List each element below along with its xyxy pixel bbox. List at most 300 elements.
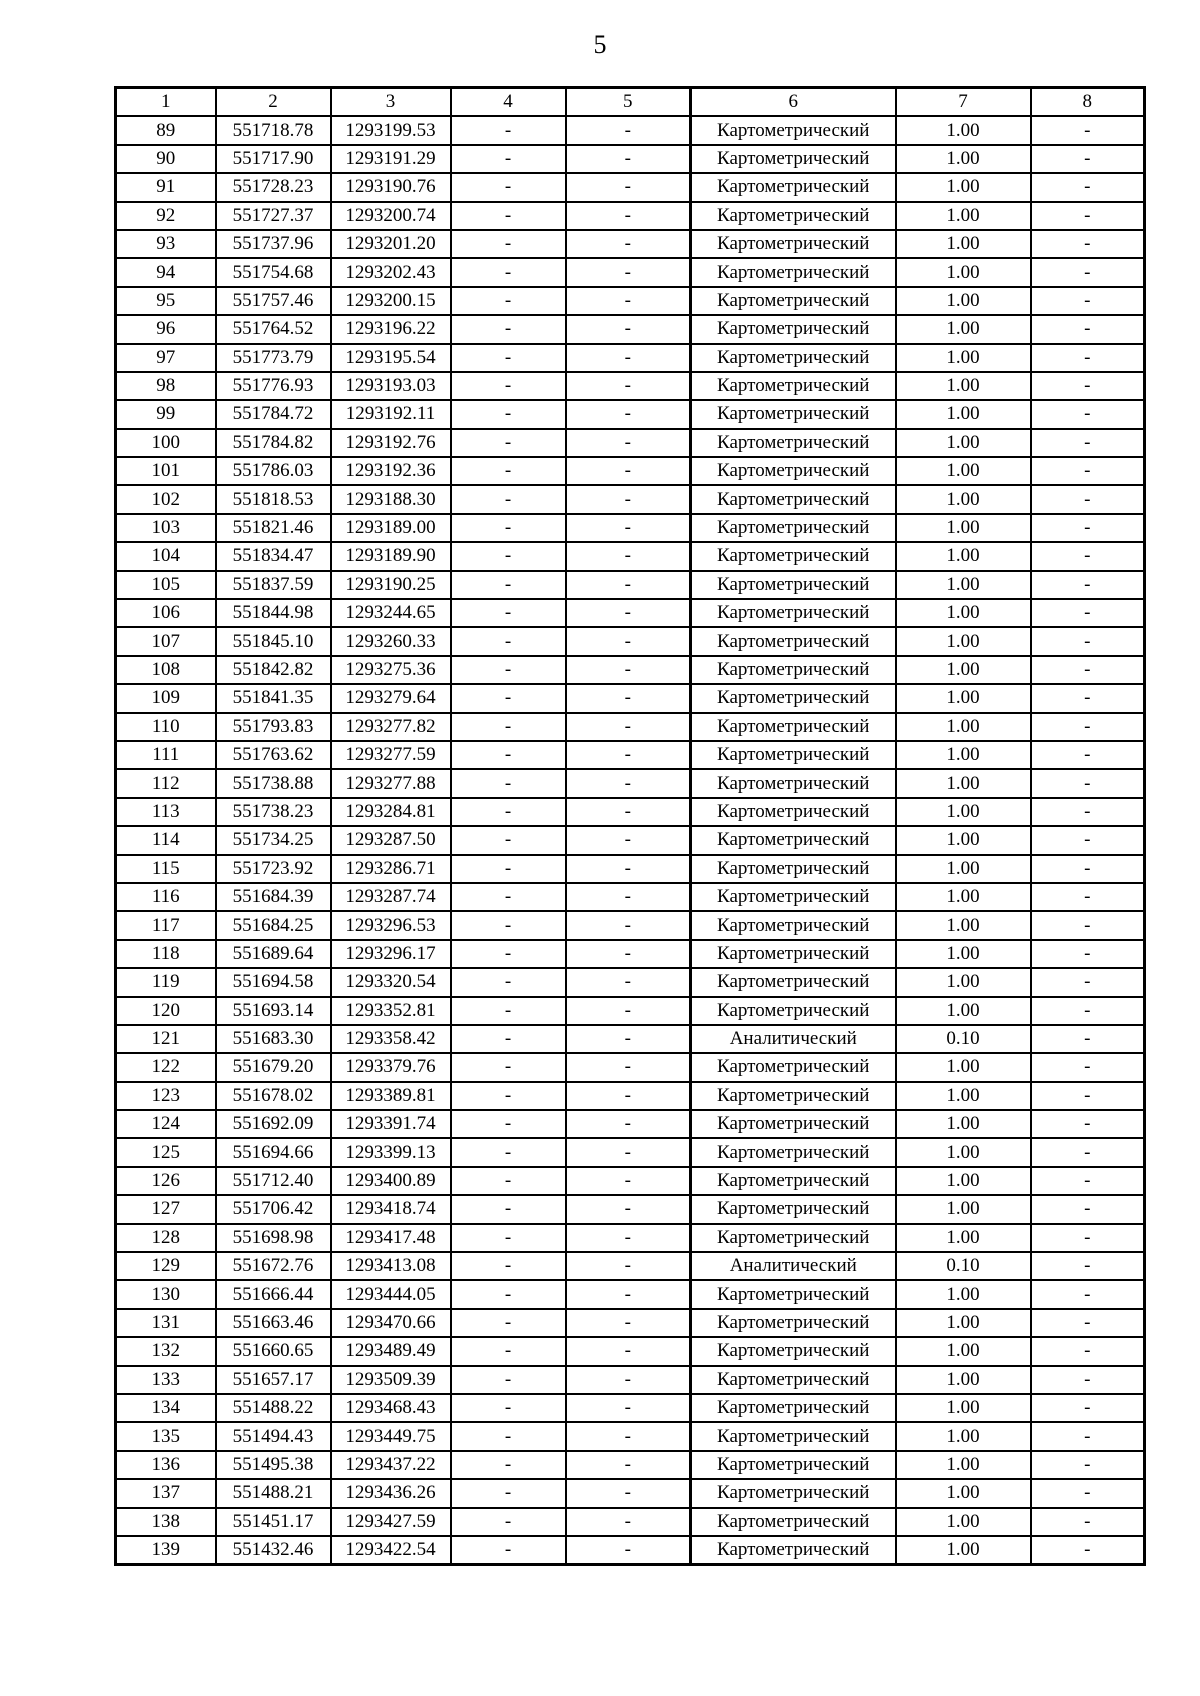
cell-col-5: - xyxy=(566,599,691,627)
cell-point-number: 94 xyxy=(116,258,216,286)
cell-col-4: - xyxy=(451,1252,566,1280)
cell-col-4: - xyxy=(451,429,566,457)
cell-point-number: 124 xyxy=(116,1110,216,1138)
cell-col-8: - xyxy=(1031,457,1145,485)
cell-method: Картометрический xyxy=(691,1479,896,1507)
cell-method: Картометрический xyxy=(691,940,896,968)
cell-accuracy: 1.00 xyxy=(896,1536,1031,1565)
cell-y-coordinate: 1293279.64 xyxy=(331,684,451,712)
cell-col-8: - xyxy=(1031,684,1145,712)
cell-point-number: 129 xyxy=(116,1252,216,1280)
cell-x-coordinate: 551684.25 xyxy=(216,911,331,939)
cell-col-8: - xyxy=(1031,1422,1145,1450)
cell-col-8: - xyxy=(1031,400,1145,428)
cell-y-coordinate: 1293389.81 xyxy=(331,1082,451,1110)
cell-accuracy: 1.00 xyxy=(896,1053,1031,1081)
cell-col-5: - xyxy=(566,1479,691,1507)
cell-y-coordinate: 1293196.22 xyxy=(331,315,451,343)
table-row xyxy=(116,344,1145,372)
table-row xyxy=(116,1309,1145,1337)
cell-col-5: - xyxy=(566,1195,691,1223)
cell-method: Картометрический xyxy=(691,429,896,457)
cell-accuracy: 1.00 xyxy=(896,1110,1031,1138)
cell-col-8: - xyxy=(1031,940,1145,968)
cell-col-8: - xyxy=(1031,542,1145,570)
cell-method: Картометрический xyxy=(691,400,896,428)
cell-col-5: - xyxy=(566,627,691,655)
table-row xyxy=(116,1138,1145,1166)
cell-accuracy: 1.00 xyxy=(896,173,1031,201)
cell-col-4: - xyxy=(451,826,566,854)
cell-col-4: - xyxy=(451,1366,566,1394)
column-header-point-number: 1 xyxy=(116,88,216,117)
cell-col-4: - xyxy=(451,116,566,144)
cell-accuracy: 1.00 xyxy=(896,940,1031,968)
table-row xyxy=(116,826,1145,854)
cell-col-8: - xyxy=(1031,315,1145,343)
table-row xyxy=(116,1110,1145,1138)
cell-col-8: - xyxy=(1031,1224,1145,1252)
table-row xyxy=(116,315,1145,343)
cell-col-5: - xyxy=(566,798,691,826)
cell-col-5: - xyxy=(566,1451,691,1479)
table-row xyxy=(116,997,1145,1025)
cell-point-number: 97 xyxy=(116,344,216,372)
cell-col-4: - xyxy=(451,400,566,428)
cell-point-number: 89 xyxy=(116,116,216,144)
cell-accuracy: 1.00 xyxy=(896,855,1031,883)
cell-x-coordinate: 551844.98 xyxy=(216,599,331,627)
cell-x-coordinate: 551684.39 xyxy=(216,883,331,911)
cell-point-number: 131 xyxy=(116,1309,216,1337)
cell-method: Картометрический xyxy=(691,684,896,712)
cell-method: Картометрический xyxy=(691,1337,896,1365)
cell-y-coordinate: 1293427.59 xyxy=(331,1508,451,1536)
table-row xyxy=(116,713,1145,741)
cell-accuracy: 0.10 xyxy=(896,1025,1031,1053)
cell-col-8: - xyxy=(1031,599,1145,627)
cell-y-coordinate: 1293277.59 xyxy=(331,741,451,769)
cell-y-coordinate: 1293418.74 xyxy=(331,1195,451,1223)
cell-method: Картометрический xyxy=(691,1394,896,1422)
cell-x-coordinate: 551451.17 xyxy=(216,1508,331,1536)
cell-col-4: - xyxy=(451,1110,566,1138)
cell-accuracy: 1.00 xyxy=(896,1451,1031,1479)
cell-y-coordinate: 1293399.13 xyxy=(331,1138,451,1166)
cell-point-number: 102 xyxy=(116,485,216,513)
cell-y-coordinate: 1293379.76 xyxy=(331,1053,451,1081)
cell-method: Картометрический xyxy=(691,769,896,797)
cell-method: Картометрический xyxy=(691,713,896,741)
cell-method: Картометрический xyxy=(691,514,896,542)
table-row xyxy=(116,1508,1145,1536)
cell-x-coordinate: 551488.22 xyxy=(216,1394,331,1422)
cell-x-coordinate: 551692.09 xyxy=(216,1110,331,1138)
cell-method: Картометрический xyxy=(691,826,896,854)
cell-col-5: - xyxy=(566,826,691,854)
cell-col-5: - xyxy=(566,1167,691,1195)
cell-y-coordinate: 1293193.03 xyxy=(331,372,451,400)
cell-accuracy: 1.00 xyxy=(896,627,1031,655)
cell-col-4: - xyxy=(451,457,566,485)
cell-point-number: 107 xyxy=(116,627,216,655)
cell-point-number: 90 xyxy=(116,145,216,173)
cell-y-coordinate: 1293277.88 xyxy=(331,769,451,797)
cell-accuracy: 1.00 xyxy=(896,287,1031,315)
cell-col-4: - xyxy=(451,883,566,911)
cell-y-coordinate: 1293202.43 xyxy=(331,258,451,286)
cell-x-coordinate: 551784.82 xyxy=(216,429,331,457)
cell-accuracy: 1.00 xyxy=(896,315,1031,343)
table-row xyxy=(116,1025,1145,1053)
cell-col-5: - xyxy=(566,656,691,684)
cell-accuracy: 1.00 xyxy=(896,230,1031,258)
cell-accuracy: 1.00 xyxy=(896,1337,1031,1365)
cell-accuracy: 1.00 xyxy=(896,1195,1031,1223)
cell-col-4: - xyxy=(451,258,566,286)
cell-col-8: - xyxy=(1031,258,1145,286)
cell-x-coordinate: 551757.46 xyxy=(216,287,331,315)
cell-method: Картометрический xyxy=(691,798,896,826)
cell-point-number: 116 xyxy=(116,883,216,911)
cell-method: Картометрический xyxy=(691,485,896,513)
cell-accuracy: 1.00 xyxy=(896,116,1031,144)
cell-col-8: - xyxy=(1031,1536,1145,1565)
cell-accuracy: 1.00 xyxy=(896,997,1031,1025)
cell-x-coordinate: 551728.23 xyxy=(216,173,331,201)
cell-col-8: - xyxy=(1031,883,1145,911)
cell-col-8: - xyxy=(1031,1451,1145,1479)
cell-method: Картометрический xyxy=(691,571,896,599)
cell-col-5: - xyxy=(566,116,691,144)
cell-x-coordinate: 551683.30 xyxy=(216,1025,331,1053)
cell-y-coordinate: 1293352.81 xyxy=(331,997,451,1025)
cell-col-5: - xyxy=(566,1394,691,1422)
table-row xyxy=(116,911,1145,939)
cell-x-coordinate: 551818.53 xyxy=(216,485,331,513)
cell-y-coordinate: 1293189.00 xyxy=(331,514,451,542)
table-row xyxy=(116,769,1145,797)
cell-method: Картометрический xyxy=(691,1053,896,1081)
cell-col-8: - xyxy=(1031,826,1145,854)
cell-col-8: - xyxy=(1031,1280,1145,1308)
cell-y-coordinate: 1293284.81 xyxy=(331,798,451,826)
cell-col-5: - xyxy=(566,997,691,1025)
cell-col-5: - xyxy=(566,173,691,201)
cell-accuracy: 1.00 xyxy=(896,684,1031,712)
table-row xyxy=(116,855,1145,883)
cell-point-number: 137 xyxy=(116,1479,216,1507)
cell-point-number: 100 xyxy=(116,429,216,457)
table-row xyxy=(116,798,1145,826)
cell-point-number: 139 xyxy=(116,1536,216,1565)
cell-y-coordinate: 1293200.74 xyxy=(331,202,451,230)
cell-col-4: - xyxy=(451,514,566,542)
column-header-col-8: 8 xyxy=(1031,88,1145,117)
cell-col-8: - xyxy=(1031,713,1145,741)
table-row xyxy=(116,173,1145,201)
table-body xyxy=(116,116,1145,1564)
cell-col-8: - xyxy=(1031,287,1145,315)
cell-y-coordinate: 1293437.22 xyxy=(331,1451,451,1479)
cell-col-4: - xyxy=(451,1082,566,1110)
cell-col-5: - xyxy=(566,1422,691,1450)
cell-col-8: - xyxy=(1031,627,1145,655)
table-row xyxy=(116,741,1145,769)
cell-y-coordinate: 1293244.65 xyxy=(331,599,451,627)
cell-col-4: - xyxy=(451,145,566,173)
table-row xyxy=(116,514,1145,542)
cell-point-number: 118 xyxy=(116,940,216,968)
cell-col-4: - xyxy=(451,968,566,996)
cell-y-coordinate: 1293489.49 xyxy=(331,1337,451,1365)
cell-col-5: - xyxy=(566,571,691,599)
cell-x-coordinate: 551693.14 xyxy=(216,997,331,1025)
cell-col-5: - xyxy=(566,1252,691,1280)
table-row xyxy=(116,1366,1145,1394)
cell-y-coordinate: 1293260.33 xyxy=(331,627,451,655)
cell-point-number: 99 xyxy=(116,400,216,428)
cell-y-coordinate: 1293192.11 xyxy=(331,400,451,428)
cell-accuracy: 1.00 xyxy=(896,1224,1031,1252)
cell-x-coordinate: 551694.66 xyxy=(216,1138,331,1166)
table-row xyxy=(116,1224,1145,1252)
cell-col-5: - xyxy=(566,372,691,400)
cell-point-number: 122 xyxy=(116,1053,216,1081)
table-row xyxy=(116,968,1145,996)
cell-y-coordinate: 1293189.90 xyxy=(331,542,451,570)
cell-accuracy: 1.00 xyxy=(896,145,1031,173)
cell-method: Картометрический xyxy=(691,627,896,655)
cell-col-8: - xyxy=(1031,1337,1145,1365)
cell-col-8: - xyxy=(1031,855,1145,883)
table-row xyxy=(116,1479,1145,1507)
cell-y-coordinate: 1293449.75 xyxy=(331,1422,451,1450)
table-row xyxy=(116,1451,1145,1479)
cell-point-number: 130 xyxy=(116,1280,216,1308)
cell-point-number: 108 xyxy=(116,656,216,684)
cell-x-coordinate: 551821.46 xyxy=(216,514,331,542)
cell-accuracy: 1.00 xyxy=(896,1366,1031,1394)
cell-col-4: - xyxy=(451,855,566,883)
cell-point-number: 98 xyxy=(116,372,216,400)
cell-col-8: - xyxy=(1031,230,1145,258)
cell-col-8: - xyxy=(1031,1195,1145,1223)
cell-y-coordinate: 1293190.76 xyxy=(331,173,451,201)
cell-col-4: - xyxy=(451,599,566,627)
cell-method: Картометрический xyxy=(691,1082,896,1110)
cell-point-number: 127 xyxy=(116,1195,216,1223)
table-row xyxy=(116,202,1145,230)
cell-accuracy: 1.00 xyxy=(896,258,1031,286)
cell-point-number: 125 xyxy=(116,1138,216,1166)
cell-x-coordinate: 551712.40 xyxy=(216,1167,331,1195)
cell-accuracy: 1.00 xyxy=(896,514,1031,542)
table-row xyxy=(116,287,1145,315)
cell-col-4: - xyxy=(451,798,566,826)
cell-col-4: - xyxy=(451,1479,566,1507)
cell-col-4: - xyxy=(451,1053,566,1081)
cell-method: Картометрический xyxy=(691,1508,896,1536)
cell-col-5: - xyxy=(566,1280,691,1308)
coordinates-table xyxy=(114,86,1146,1566)
cell-col-8: - xyxy=(1031,1366,1145,1394)
cell-y-coordinate: 1293468.43 xyxy=(331,1394,451,1422)
cell-col-4: - xyxy=(451,173,566,201)
cell-col-4: - xyxy=(451,1280,566,1308)
cell-x-coordinate: 551494.43 xyxy=(216,1422,331,1450)
cell-col-5: - xyxy=(566,400,691,428)
cell-col-8: - xyxy=(1031,514,1145,542)
cell-x-coordinate: 551763.62 xyxy=(216,741,331,769)
cell-col-4: - xyxy=(451,911,566,939)
cell-method: Картометрический xyxy=(691,145,896,173)
cell-point-number: 111 xyxy=(116,741,216,769)
cell-y-coordinate: 1293192.36 xyxy=(331,457,451,485)
cell-col-4: - xyxy=(451,1167,566,1195)
cell-point-number: 132 xyxy=(116,1337,216,1365)
cell-col-5: - xyxy=(566,855,691,883)
cell-col-5: - xyxy=(566,202,691,230)
cell-accuracy: 1.00 xyxy=(896,713,1031,741)
cell-y-coordinate: 1293190.25 xyxy=(331,571,451,599)
cell-y-coordinate: 1293188.30 xyxy=(331,485,451,513)
cell-col-5: - xyxy=(566,1309,691,1337)
cell-col-4: - xyxy=(451,1195,566,1223)
cell-x-coordinate: 551694.58 xyxy=(216,968,331,996)
cell-accuracy: 1.00 xyxy=(896,798,1031,826)
cell-y-coordinate: 1293286.71 xyxy=(331,855,451,883)
cell-method: Картометрический xyxy=(691,116,896,144)
table-row xyxy=(116,883,1145,911)
cell-col-4: - xyxy=(451,1025,566,1053)
cell-col-8: - xyxy=(1031,911,1145,939)
cell-col-5: - xyxy=(566,230,691,258)
cell-col-8: - xyxy=(1031,173,1145,201)
cell-point-number: 115 xyxy=(116,855,216,883)
cell-method: Картометрический xyxy=(691,1280,896,1308)
cell-accuracy: 1.00 xyxy=(896,968,1031,996)
cell-x-coordinate: 551738.23 xyxy=(216,798,331,826)
cell-x-coordinate: 551773.79 xyxy=(216,344,331,372)
cell-col-4: - xyxy=(451,344,566,372)
cell-x-coordinate: 551698.98 xyxy=(216,1224,331,1252)
cell-y-coordinate: 1293296.17 xyxy=(331,940,451,968)
cell-accuracy: 1.00 xyxy=(896,911,1031,939)
cell-col-8: - xyxy=(1031,1508,1145,1536)
cell-x-coordinate: 551679.20 xyxy=(216,1053,331,1081)
cell-method: Картометрический xyxy=(691,1451,896,1479)
cell-method: Картометрический xyxy=(691,230,896,258)
cell-col-8: - xyxy=(1031,1053,1145,1081)
column-header-y-coordinate: 3 xyxy=(331,88,451,117)
cell-method: Картометрический xyxy=(691,1138,896,1166)
cell-col-8: - xyxy=(1031,571,1145,599)
cell-x-coordinate: 551495.38 xyxy=(216,1451,331,1479)
cell-method: Картометрический xyxy=(691,1309,896,1337)
table-row xyxy=(116,1337,1145,1365)
column-header-accuracy: 7 xyxy=(896,88,1031,117)
cell-col-4: - xyxy=(451,1536,566,1565)
cell-x-coordinate: 551764.52 xyxy=(216,315,331,343)
cell-point-number: 110 xyxy=(116,713,216,741)
cell-x-coordinate: 551784.72 xyxy=(216,400,331,428)
cell-col-4: - xyxy=(451,684,566,712)
cell-y-coordinate: 1293444.05 xyxy=(331,1280,451,1308)
cell-col-5: - xyxy=(566,769,691,797)
cell-method: Картометрический xyxy=(691,1422,896,1450)
cell-x-coordinate: 551672.76 xyxy=(216,1252,331,1280)
cell-col-4: - xyxy=(451,287,566,315)
cell-col-8: - xyxy=(1031,485,1145,513)
cell-col-8: - xyxy=(1031,116,1145,144)
cell-col-5: - xyxy=(566,457,691,485)
cell-x-coordinate: 551717.90 xyxy=(216,145,331,173)
cell-accuracy: 1.00 xyxy=(896,599,1031,627)
cell-method: Картометрический xyxy=(691,287,896,315)
cell-col-8: - xyxy=(1031,202,1145,230)
cell-method: Картометрический xyxy=(691,258,896,286)
cell-col-4: - xyxy=(451,1138,566,1166)
cell-col-4: - xyxy=(451,230,566,258)
cell-y-coordinate: 1293436.26 xyxy=(331,1479,451,1507)
cell-y-coordinate: 1293287.74 xyxy=(331,883,451,911)
table-row xyxy=(116,1536,1145,1565)
cell-x-coordinate: 551432.46 xyxy=(216,1536,331,1565)
cell-x-coordinate: 551689.64 xyxy=(216,940,331,968)
cell-y-coordinate: 1293192.76 xyxy=(331,429,451,457)
cell-col-5: - xyxy=(566,1224,691,1252)
cell-accuracy: 0.10 xyxy=(896,1252,1031,1280)
cell-accuracy: 1.00 xyxy=(896,202,1031,230)
cell-col-4: - xyxy=(451,741,566,769)
cell-method: Картометрический xyxy=(691,457,896,485)
cell-y-coordinate: 1293391.74 xyxy=(331,1110,451,1138)
table-row xyxy=(116,940,1145,968)
cell-x-coordinate: 551727.37 xyxy=(216,202,331,230)
cell-x-coordinate: 551488.21 xyxy=(216,1479,331,1507)
cell-x-coordinate: 551737.96 xyxy=(216,230,331,258)
cell-col-8: - xyxy=(1031,1110,1145,1138)
column-header-col-5: 5 xyxy=(566,88,691,117)
table-row xyxy=(116,656,1145,684)
cell-col-8: - xyxy=(1031,1252,1145,1280)
cell-y-coordinate: 1293200.15 xyxy=(331,287,451,315)
cell-col-5: - xyxy=(566,258,691,286)
cell-x-coordinate: 551776.93 xyxy=(216,372,331,400)
cell-accuracy: 1.00 xyxy=(896,1167,1031,1195)
cell-point-number: 113 xyxy=(116,798,216,826)
cell-col-8: - xyxy=(1031,1082,1145,1110)
cell-y-coordinate: 1293287.50 xyxy=(331,826,451,854)
cell-col-5: - xyxy=(566,1082,691,1110)
table-header-row xyxy=(116,88,1145,117)
cell-col-8: - xyxy=(1031,1394,1145,1422)
table-row xyxy=(116,230,1145,258)
cell-method: Картометрический xyxy=(691,1224,896,1252)
cell-accuracy: 1.00 xyxy=(896,1280,1031,1308)
cell-y-coordinate: 1293275.36 xyxy=(331,656,451,684)
cell-col-4: - xyxy=(451,542,566,570)
cell-method: Картометрический xyxy=(691,968,896,996)
cell-point-number: 105 xyxy=(116,571,216,599)
cell-accuracy: 1.00 xyxy=(896,372,1031,400)
cell-col-5: - xyxy=(566,1138,691,1166)
cell-point-number: 128 xyxy=(116,1224,216,1252)
cell-method: Картометрический xyxy=(691,599,896,627)
cell-method: Картометрический xyxy=(691,1536,896,1565)
cell-method: Аналитический xyxy=(691,1252,896,1280)
